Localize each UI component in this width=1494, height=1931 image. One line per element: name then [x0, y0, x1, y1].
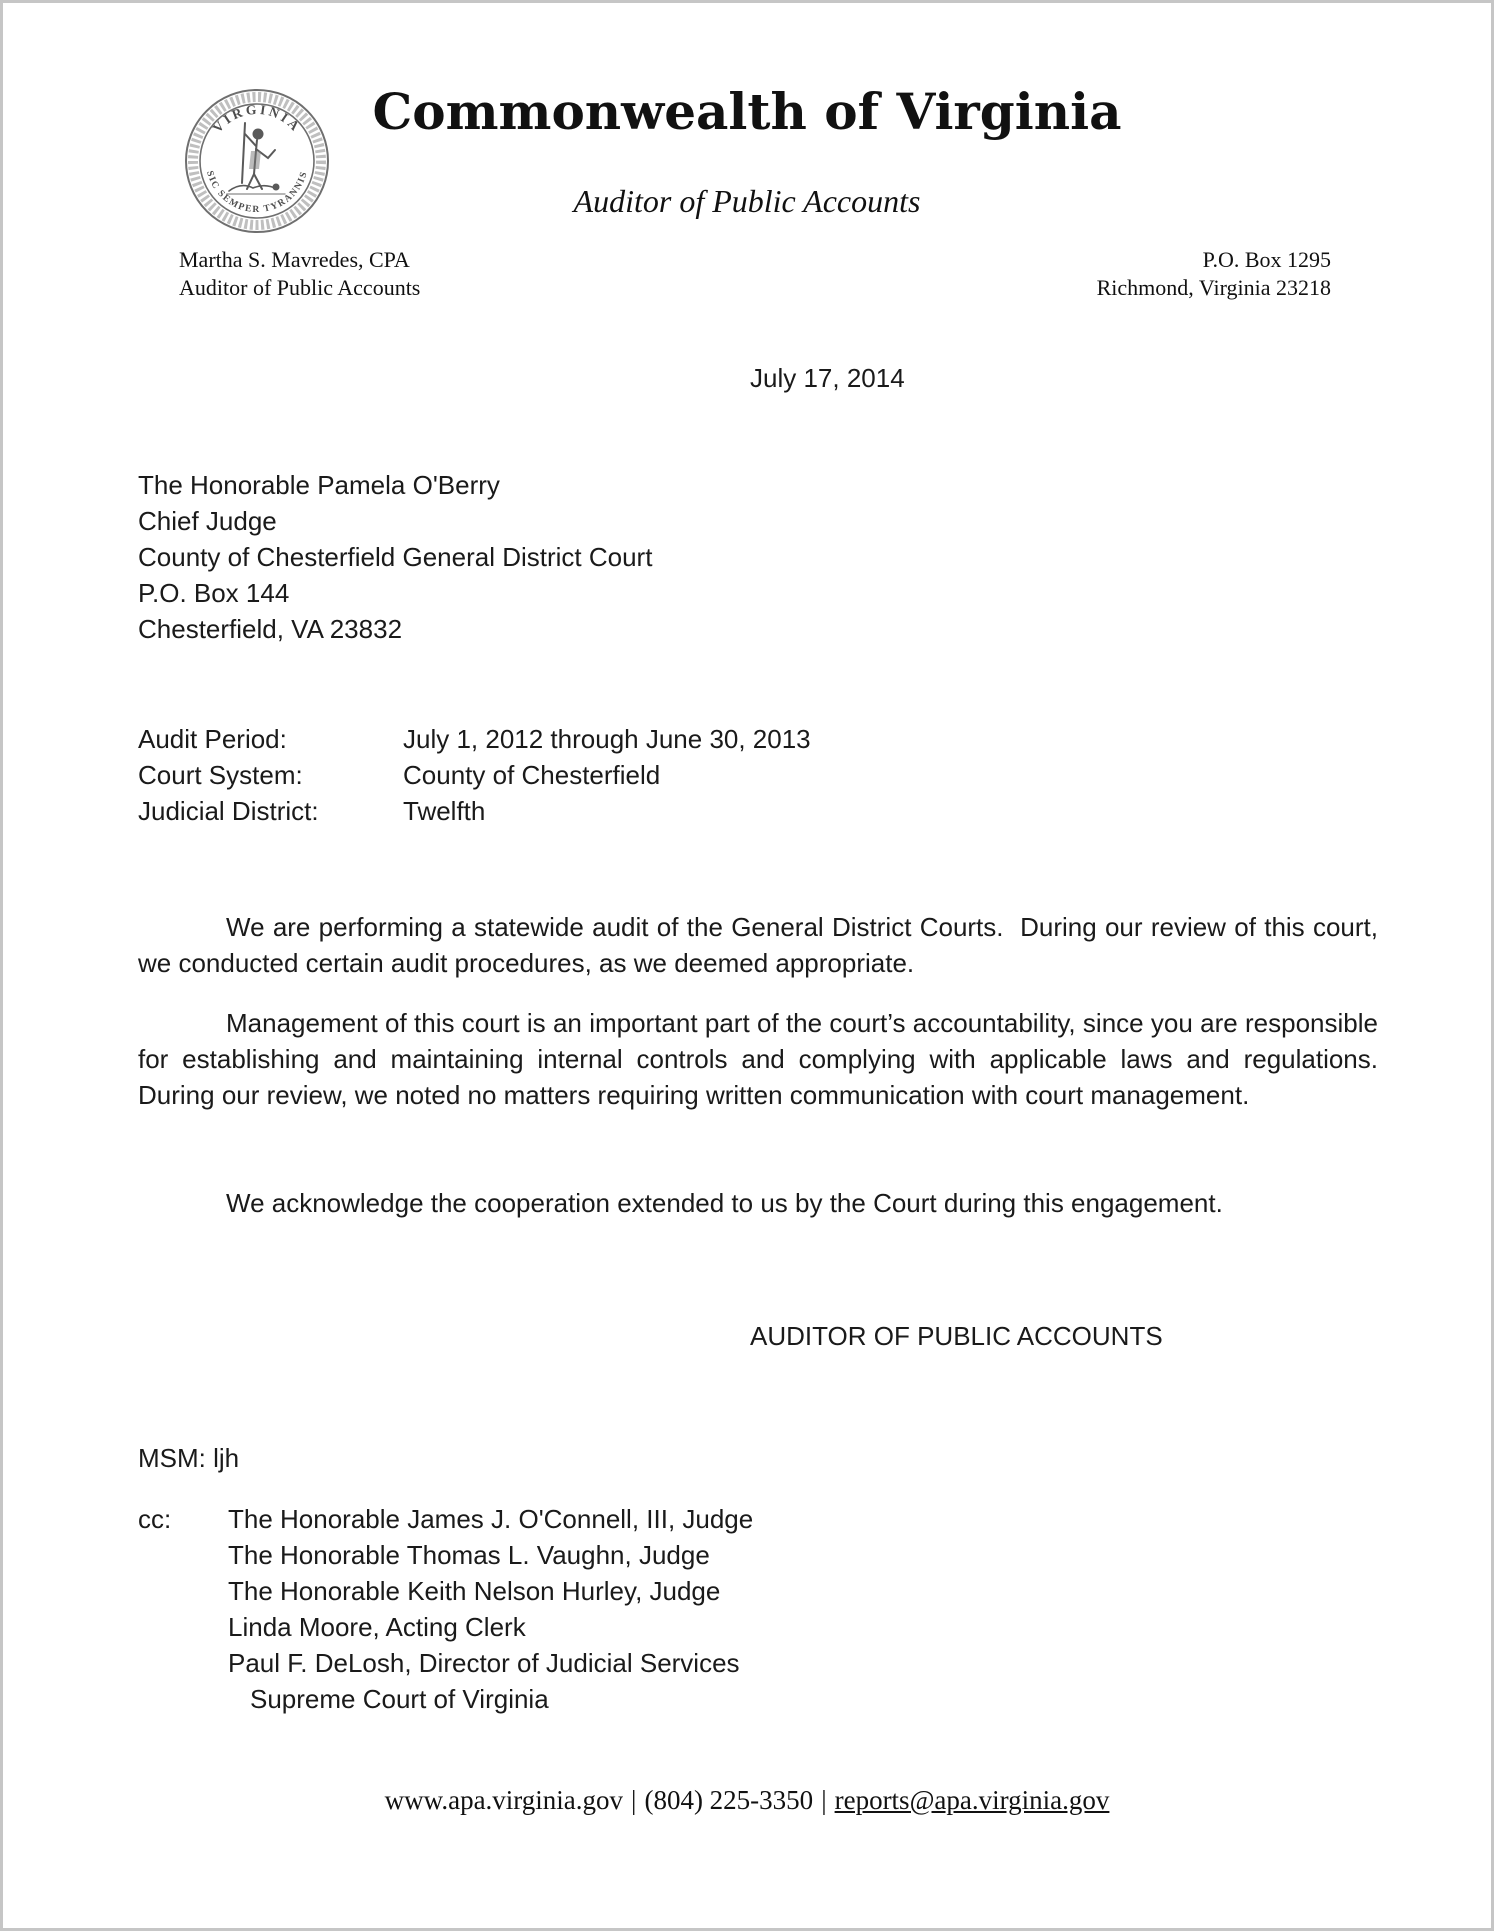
- recipient-block: [138, 467, 652, 647]
- letterhead-title: Commonwealth of Virginia: [372, 82, 1122, 141]
- page-footer: [3, 1785, 1491, 1816]
- po-box-line: P.O. Box 1295: [1202, 247, 1331, 272]
- cc-list: [228, 1501, 753, 1717]
- cc-item: The Honorable James J. O'Connell, III, Judge: [228, 1504, 754, 1534]
- recipient-line: County of Chesterfield General District Court: [138, 542, 653, 572]
- letterhead-subtitle: Auditor of Public Accounts: [573, 183, 921, 219]
- body-paragraph: Management of this court is an important part of the court’s accountability, since you are responsible for establishing and maintaining internal controls and complying with applicable laws and regulations. During our review, we noted no matters requiring written communication with court management.: [138, 1008, 1393, 1110]
- detail-value: County of Chesterfield: [403, 760, 661, 790]
- cc-label: cc:: [138, 1504, 172, 1534]
- detail-value: Twelfth: [403, 796, 486, 826]
- detail-label: Judicial District:: [138, 796, 319, 826]
- website-text: www.apa.virginia.gov: [384, 1785, 624, 1815]
- recipient-line: Chesterfield, VA 23832: [138, 614, 403, 644]
- detail-row: [138, 793, 811, 829]
- date-line: July 17, 2014: [750, 363, 905, 393]
- cc-item: The Honorable Thomas L. Vaughn, Judge: [228, 1540, 710, 1570]
- recipient-line: The Honorable Pamela O'Berry: [138, 470, 500, 500]
- body-paragraph: We acknowledge the cooperation extended to us by the Court during this engagement.: [226, 1188, 1223, 1218]
- signature-line: AUDITOR OF PUBLIC ACCOUNTS: [750, 1321, 1163, 1351]
- seal-top-text: VIRGINIA: [209, 101, 305, 136]
- recipient-line: Chief Judge: [138, 506, 277, 536]
- official-title: Auditor of Public Accounts: [179, 275, 421, 300]
- seal-bottom-text: SIC SEMPER TYRANNIS: [204, 169, 310, 216]
- audit-details-block: [138, 721, 811, 829]
- cc-block: [138, 1501, 753, 1717]
- detail-row: [138, 721, 811, 757]
- phone-text: (804) 225-3350: [644, 1785, 814, 1815]
- reference-initials: MSM: ljh: [138, 1443, 240, 1473]
- cc-item: Linda Moore, Acting Clerk: [228, 1612, 526, 1642]
- city-line: Richmond, Virginia 23218: [1096, 275, 1331, 300]
- official-name: Martha S. Mavredes, CPA: [179, 247, 410, 272]
- cc-item: Paul F. DeLosh, Director of Judicial Services: [228, 1648, 740, 1678]
- detail-label: Court System:: [138, 760, 303, 790]
- email-link[interactable]: reports@apa.virginia.gov: [834, 1785, 1110, 1815]
- return-address: [1097, 246, 1331, 302]
- recipient-line: P.O. Box 144: [138, 578, 290, 608]
- body-paragraph: We are performing a statewide audit of the General District Courts. During our review of this court, we conducted certain audit procedures, as we deemed appropriate.: [138, 912, 1386, 978]
- official-block: [179, 246, 420, 302]
- detail-label: Audit Period:: [138, 724, 287, 754]
- footer-separator: |: [631, 1785, 637, 1815]
- footer-separator: |: [821, 1785, 827, 1815]
- cc-item: The Honorable Keith Nelson Hurley, Judge: [228, 1576, 721, 1606]
- cc-sub-item: Supreme Court of Virginia: [250, 1684, 549, 1714]
- detail-value: July 1, 2012 through June 30, 2013: [403, 724, 811, 754]
- detail-row: [138, 757, 811, 793]
